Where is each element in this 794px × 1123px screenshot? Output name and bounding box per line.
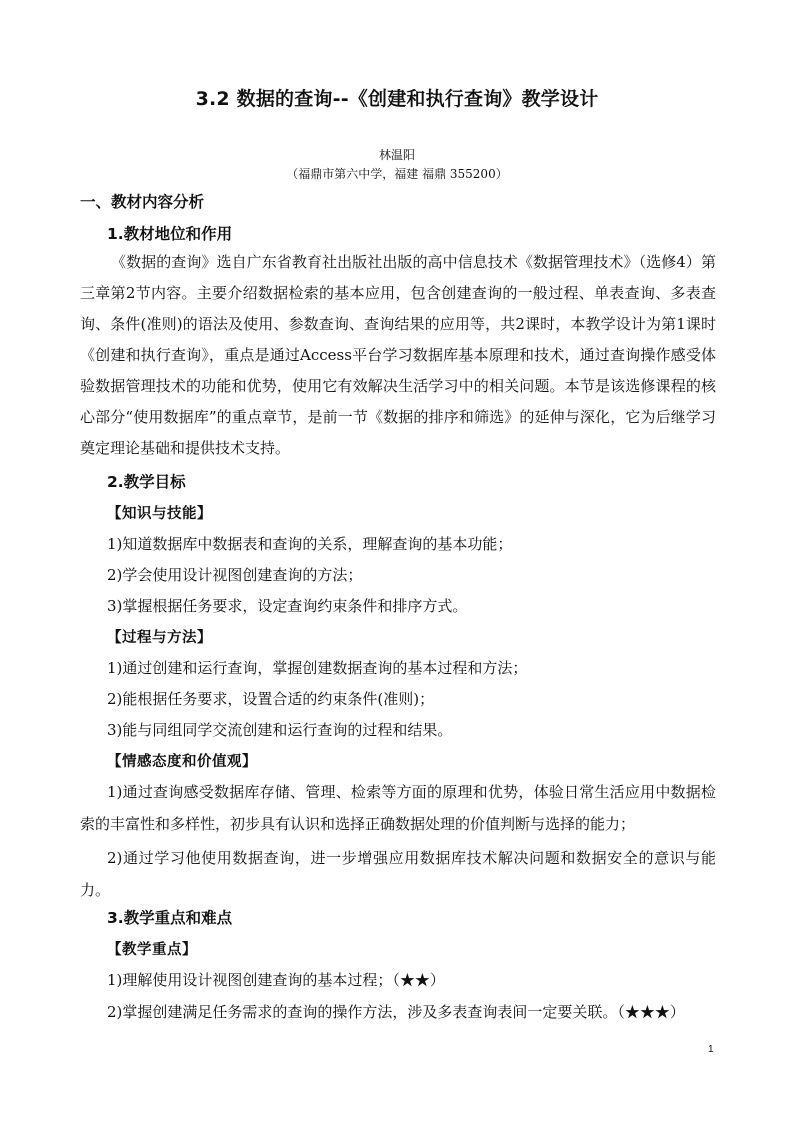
paragraph-role: 《数据的查询》选自广东省教育社出版社出版的高中信息技术《数据管理技术》（选修4）第三章第2节内容。主要介绍数据检索的基本应用，包含创建查询的一般过程、单表查询、多表查询、条件(准则)的语法及使用、参数查询、查询结果的应用等，共2课时，本教学设计为第1课时《创建和执行查询》，重点是通过Access平台学习数据库基本原理和技术，通过查询操作感受体验数据管理技术的功能和优势，使用它有效解决生活学习中的相关问题。本节是该选修课程的核心部分“使用数据库”的重点章节，是前一节《数据的排序和筛选》的延伸与深化，它为后继学习奠定理论基础和提供技术支持。 [80, 253, 716, 457]
subsection-heading-key-points: 3.教学重点和难点 [107, 909, 233, 927]
subsection-heading-role: 1.教材地位和作用 [107, 225, 233, 243]
label-teaching-focus: 【教学重点】 [107, 941, 197, 958]
label-process-methods: 【过程与方法】 [107, 629, 212, 646]
list-item: 2)掌握创建满足任务需求的查询的操作方法，涉及多表查询表间一定要关联。（★★★） [107, 1003, 685, 1021]
subsection-heading-objectives: 2.教学目标 [107, 473, 186, 491]
list-item: 3)掌握根据任务要求，设定查询约束条件和排序方式。 [107, 597, 468, 615]
paragraph-emotion-2: 2)通过学习他使用数据查询，进一步增强应用数据库技术解决问题和数据安全的意识与能力。 [80, 849, 716, 899]
document-title: 3.2 数据的查询--《创建和执行查询》教学设计 [195, 88, 599, 110]
list-item: 3)能与同组同学交流创建和运行查询的过程和结果。 [107, 721, 453, 739]
list-item: 2)能根据任务要求，设置合适的约束条件(准则)； [107, 690, 435, 708]
author-affiliation: （福鼎市第六中学，福建 福鼎 355200） [286, 167, 508, 181]
label-emotion-values: 【情感态度和价值观】 [107, 753, 257, 770]
section-heading-content-analysis: 一、教材内容分析 [80, 193, 205, 211]
label-knowledge-skills: 【知识与技能】 [107, 505, 212, 522]
list-item: 1)理解使用设计视图创建查询的基本过程；（★★） [107, 971, 445, 989]
author-name: 林温阳 [378, 148, 415, 162]
list-item: 2)学会使用设计视图创建查询的方法； [107, 566, 363, 584]
page-number: 1 [708, 1044, 714, 1055]
list-item: 1)知道数据库中数据表和查询的关系，理解查询的基本功能； [107, 535, 513, 553]
paragraph-emotion-1: 1)通过查询感受数据库存储、管理、检索等方面的原理和优势，体验日常生活应用中数据检索的丰富性和多样性，初步具有认识和选择正确数据处理的价值判断与选择的能力； [80, 783, 716, 833]
list-item: 1)通过创建和运行查询，掌握创建数据查询的基本过程和方法； [107, 659, 528, 677]
